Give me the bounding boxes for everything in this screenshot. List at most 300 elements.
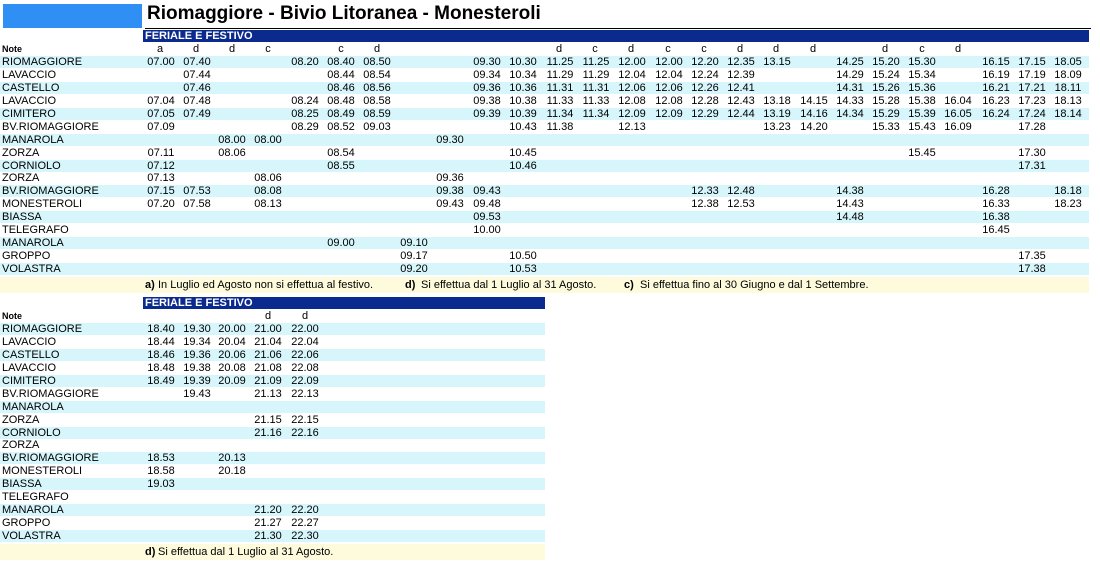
departure-time: 12.38 (691, 198, 719, 211)
section-header: FERIALE E FESTIVO (143, 297, 545, 309)
departure-time: 18.48 (147, 361, 175, 374)
departure-time: 12.28 (691, 94, 719, 107)
departure-time: 09.34 (473, 68, 501, 81)
footnote-text: In Luglio ed Agosto non si effettua al festivo. (158, 279, 374, 292)
notes-label: Note (2, 310, 22, 321)
stop-name: BV.RIOMAGGIORE (2, 452, 99, 465)
departure-time: 09.03 (363, 120, 391, 133)
departure-time: 07.46 (183, 81, 211, 94)
stop-row (0, 465, 545, 477)
departure-time: 14.48 (836, 211, 864, 224)
stop-row (0, 349, 545, 361)
stop-row (0, 211, 1089, 223)
stop-name: ZORZA (2, 413, 40, 426)
departure-time: 16.23 (982, 94, 1010, 107)
departure-time: 10.36 (509, 81, 537, 94)
departure-time: 09.30 (473, 55, 501, 68)
stop-row (0, 517, 545, 529)
departure-time: 20.06 (218, 348, 246, 361)
departure-time: 18.23 (1054, 198, 1082, 211)
departure-time: 22.09 (291, 374, 319, 387)
departure-time: 08.25 (291, 107, 319, 120)
note-code: d (627, 42, 635, 55)
departure-time: 07.44 (183, 68, 211, 81)
stop-row (0, 108, 1089, 120)
departure-time: 16.19 (982, 68, 1010, 81)
departure-time: 16.28 (982, 185, 1010, 198)
stop-row (0, 185, 1089, 197)
stop-name: BV.RIOMAGGIORE (2, 387, 99, 400)
departure-time: 10.53 (509, 263, 537, 276)
departure-time: 16.45 (982, 224, 1010, 237)
departure-time: 07.13 (147, 172, 175, 185)
departure-time: 09.00 (327, 237, 355, 250)
stop-name: CIMITERO (2, 107, 56, 120)
note-code: c (265, 42, 271, 55)
departure-time: 20.18 (218, 465, 246, 478)
note-code: d (228, 42, 236, 55)
departure-time: 21.06 (254, 348, 282, 361)
departure-time: 08.00 (254, 133, 282, 146)
departure-time: 20.00 (218, 322, 246, 335)
departure-time: 07.04 (147, 94, 175, 107)
departure-time: 12.43 (727, 94, 755, 107)
departure-time: 12.29 (691, 107, 719, 120)
departure-time: 07.40 (183, 55, 211, 68)
stop-row (0, 147, 1089, 159)
stop-row (0, 427, 545, 439)
page-title: Riomaggiore - Bivio Litoranea - Monesteroli (147, 3, 541, 24)
departure-time: 12.04 (655, 68, 683, 81)
footnote-key: a) (145, 279, 155, 292)
departure-time: 21.30 (254, 530, 282, 543)
departure-time: 08.44 (327, 68, 355, 81)
departure-time: 17.21 (1018, 81, 1046, 94)
departure-time: 08.58 (363, 94, 391, 107)
departure-time: 10.50 (509, 250, 537, 263)
departure-time: 18.53 (147, 452, 175, 465)
title-underline (145, 28, 1091, 29)
departure-time: 18.58 (147, 465, 175, 478)
footnote-key: c) (624, 279, 634, 292)
departure-time: 09.38 (473, 94, 501, 107)
departure-time: 09.43 (436, 198, 464, 211)
stop-name: ZORZA (2, 146, 40, 159)
stop-name: TELEGRAFO (2, 491, 69, 504)
departure-time: 15.43 (908, 120, 936, 133)
departure-time: 12.39 (727, 68, 755, 81)
departure-time: 19.43 (183, 387, 211, 400)
departure-time: 21.15 (254, 413, 282, 426)
departure-time: 18.11 (1054, 81, 1082, 94)
departure-time: 22.08 (291, 361, 319, 374)
departure-time: 08.48 (327, 94, 355, 107)
departure-time: 14.38 (836, 185, 864, 198)
stop-row (0, 237, 1089, 249)
departure-time: 11.33 (582, 94, 610, 107)
stop-row (0, 95, 1089, 107)
departure-time: 18.09 (1054, 68, 1082, 81)
departure-time: 14.33 (836, 94, 864, 107)
note-code: c (665, 42, 671, 55)
departure-time: 10.38 (509, 94, 537, 107)
departure-time: 07.58 (183, 198, 211, 211)
departure-time: 21.08 (254, 361, 282, 374)
note-code: d (772, 42, 780, 55)
departure-time: 08.52 (327, 120, 355, 133)
stop-row (0, 336, 545, 348)
stop-name: MANAROLA (2, 237, 64, 250)
departure-time: 09.48 (473, 198, 501, 211)
note-code: d (809, 42, 817, 55)
departure-time: 18.18 (1054, 185, 1082, 198)
departure-time: 16.05 (944, 107, 972, 120)
stop-row (0, 452, 545, 464)
departure-time: 12.06 (655, 81, 683, 94)
stop-name: CORNIOLO (2, 426, 61, 439)
departure-time: 08.06 (218, 146, 246, 159)
stop-row (0, 439, 545, 451)
stop-name: VOLASTRA (2, 263, 61, 276)
notes-row (0, 310, 545, 322)
departure-time: 11.34 (546, 107, 574, 120)
departure-time: 17.19 (1018, 68, 1046, 81)
departure-time: 14.31 (836, 81, 864, 94)
stop-name: RIOMAGGIORE (2, 55, 83, 68)
departure-time: 14.16 (800, 107, 828, 120)
departure-time: 22.16 (291, 426, 319, 439)
stop-name: BIASSA (2, 478, 42, 491)
departure-time: 18.14 (1054, 107, 1082, 120)
departure-time: 12.08 (618, 94, 646, 107)
departure-time: 08.49 (327, 107, 355, 120)
stop-row (0, 491, 545, 503)
stop-name: CORNIOLO (2, 159, 61, 172)
stop-name: MONESTEROLI (2, 465, 83, 478)
departure-time: 20.13 (218, 452, 246, 465)
departure-time: 12.24 (691, 68, 719, 81)
note-code: c (701, 42, 707, 55)
stop-name: RIOMAGGIORE (2, 322, 83, 335)
note-code: c (338, 42, 344, 55)
notes-row (0, 43, 1089, 55)
departure-time: 11.31 (546, 81, 574, 94)
stop-row (0, 414, 545, 426)
note-code: a (156, 42, 164, 55)
stop-row (0, 56, 1089, 68)
departure-time: 21.04 (254, 335, 282, 348)
departure-time: 09.39 (473, 107, 501, 120)
departure-time: 15.20 (872, 55, 900, 68)
stop-row (0, 323, 545, 335)
departure-time: 11.31 (582, 81, 610, 94)
departure-time: 22.27 (291, 517, 319, 530)
departure-time: 12.06 (618, 81, 646, 94)
departure-time: 14.43 (836, 198, 864, 211)
section-header: FERIALE E FESTIVO (143, 30, 1089, 42)
departure-time: 11.29 (546, 68, 574, 81)
stop-name: BV.RIOMAGGIORE (2, 120, 99, 133)
departure-time: 16.24 (982, 107, 1010, 120)
departure-time: 07.09 (147, 120, 175, 133)
departure-time: 15.45 (908, 146, 936, 159)
departure-time: 22.06 (291, 348, 319, 361)
departure-time: 12.33 (691, 185, 719, 198)
departure-time: 22.00 (291, 322, 319, 335)
departure-time: 22.13 (291, 387, 319, 400)
departure-time: 12.04 (618, 68, 646, 81)
departure-time: 08.54 (327, 146, 355, 159)
departure-time: 15.30 (908, 55, 936, 68)
departure-time: 16.04 (944, 94, 972, 107)
departure-time: 20.09 (218, 374, 246, 387)
stop-row (0, 198, 1089, 210)
departure-time: 19.38 (183, 361, 211, 374)
departure-time: 12.08 (655, 94, 683, 107)
departure-time: 08.54 (363, 68, 391, 81)
departure-time: 12.09 (655, 107, 683, 120)
stop-name: MONESTEROLI (2, 198, 83, 211)
departure-time: 12.26 (691, 81, 719, 94)
departure-time: 08.29 (291, 120, 319, 133)
notes-label: Note (2, 43, 22, 54)
departure-time: 08.20 (291, 55, 319, 68)
stop-row (0, 504, 545, 516)
departure-time: 11.29 (582, 68, 610, 81)
departure-time: 14.25 (836, 55, 864, 68)
departure-time: 12.44 (727, 107, 755, 120)
note-code: c (919, 42, 925, 55)
departure-time: 07.20 (147, 198, 175, 211)
departure-time: 09.53 (473, 211, 501, 224)
departure-time: 10.00 (473, 224, 501, 237)
departure-time: 11.25 (546, 55, 574, 68)
departure-time: 14.34 (836, 107, 864, 120)
stop-row (0, 388, 545, 400)
departure-time: 12.00 (655, 55, 683, 68)
departure-time: 14.29 (836, 68, 864, 81)
departure-time: 14.20 (800, 120, 828, 133)
departure-time: 17.15 (1018, 55, 1046, 68)
departure-time: 09.10 (400, 237, 428, 250)
departure-time: 13.19 (763, 107, 791, 120)
departure-time: 20.04 (218, 335, 246, 348)
stop-name: TELEGRAFO (2, 224, 69, 237)
departure-time: 15.26 (872, 81, 900, 94)
departure-time: 12.20 (691, 55, 719, 68)
stop-name: GROPPO (2, 250, 51, 263)
note-code: d (264, 309, 272, 322)
departure-time: 15.34 (908, 68, 936, 81)
stop-row (0, 160, 1089, 172)
departure-time: 17.30 (1018, 146, 1046, 159)
departure-time: 10.30 (509, 55, 537, 68)
footnote-text: Si effettua dal 1 Luglio al 31 Agosto. (158, 546, 334, 559)
departure-time: 12.48 (727, 185, 755, 198)
departure-time: 13.15 (763, 55, 791, 68)
departure-time: 19.03 (147, 478, 175, 491)
departure-time: 19.39 (183, 374, 211, 387)
stop-name: GROPPO (2, 517, 51, 530)
footnote-text: Si effettua fino al 30 Giugno e dal 1 Settembre. (640, 279, 869, 292)
departure-time: 09.36 (473, 81, 501, 94)
departure-time: 09.38 (436, 185, 464, 198)
footnote-key: d) (145, 546, 156, 559)
stop-row (0, 263, 1089, 275)
departure-time: 13.23 (763, 120, 791, 133)
departure-time: 21.00 (254, 322, 282, 335)
departure-time: 11.25 (582, 55, 610, 68)
departure-time: 17.28 (1018, 120, 1046, 133)
note-code: c (592, 42, 598, 55)
departure-time: 19.34 (183, 335, 211, 348)
departure-time: 12.41 (727, 81, 755, 94)
departure-time: 07.00 (147, 55, 175, 68)
departure-time: 08.59 (363, 107, 391, 120)
departure-time: 17.31 (1018, 159, 1046, 172)
departure-time: 11.34 (582, 107, 610, 120)
departure-time: 08.55 (327, 159, 355, 172)
stop-row (0, 172, 1089, 184)
departure-time: 14.15 (800, 94, 828, 107)
stop-name: ZORZA (2, 172, 40, 185)
stop-name: MANAROLA (2, 133, 64, 146)
departure-time: 08.40 (327, 55, 355, 68)
departure-time: 18.13 (1054, 94, 1082, 107)
stop-name: MANAROLA (2, 400, 64, 413)
departure-time: 08.46 (327, 81, 355, 94)
departure-time: 15.24 (872, 68, 900, 81)
departure-time: 07.11 (147, 146, 175, 159)
departure-time: 19.36 (183, 348, 211, 361)
stop-row (0, 375, 545, 387)
departure-time: 17.23 (1018, 94, 1046, 107)
departure-time: 21.20 (254, 504, 282, 517)
departure-time: 15.29 (872, 107, 900, 120)
departure-time: 08.24 (291, 94, 319, 107)
departure-time: 08.00 (218, 133, 246, 146)
departure-time: 16.33 (982, 198, 1010, 211)
stop-name: BIASSA (2, 211, 42, 224)
footnote-text: Si effettua dal 1 Luglio al 31 Agosto. (421, 279, 597, 292)
departure-time: 18.49 (147, 374, 175, 387)
departure-time: 08.06 (254, 172, 282, 185)
stop-row (0, 224, 1089, 236)
stop-row (0, 69, 1089, 81)
note-code: d (736, 42, 744, 55)
departure-time: 16.15 (982, 55, 1010, 68)
departure-time: 22.30 (291, 530, 319, 543)
departure-time: 07.12 (147, 159, 175, 172)
departure-time: 15.28 (872, 94, 900, 107)
footnotes (0, 544, 545, 560)
note-code: d (301, 309, 309, 322)
departure-time: 09.36 (436, 172, 464, 185)
stop-name: CASTELLO (2, 81, 60, 94)
departure-time: 15.36 (908, 81, 936, 94)
departure-time: 08.50 (363, 55, 391, 68)
departure-time: 15.39 (908, 107, 936, 120)
departure-time: 15.33 (872, 120, 900, 133)
stop-name: LAVACCIO (2, 68, 56, 81)
departure-time: 16.38 (982, 211, 1010, 224)
departure-time: 19.30 (183, 322, 211, 335)
stop-row (0, 478, 545, 490)
departure-time: 10.34 (509, 68, 537, 81)
departure-time: 18.40 (147, 322, 175, 335)
departure-time: 22.04 (291, 335, 319, 348)
note-code: d (555, 42, 563, 55)
note-code: d (192, 42, 200, 55)
stop-row (0, 250, 1089, 262)
departure-time: 16.21 (982, 81, 1010, 94)
departure-time: 22.20 (291, 504, 319, 517)
stop-row (0, 362, 545, 374)
departure-time: 09.17 (400, 250, 428, 263)
departure-time: 10.45 (509, 146, 537, 159)
departure-time: 20.08 (218, 361, 246, 374)
departure-time: 07.05 (147, 107, 175, 120)
departure-time: 13.18 (763, 94, 791, 107)
departure-time: 21.09 (254, 374, 282, 387)
stop-row (0, 530, 545, 542)
departure-time: 17.35 (1018, 250, 1046, 263)
stop-name: VOLASTRA (2, 530, 61, 543)
departure-time: 10.43 (509, 120, 537, 133)
departure-time: 12.53 (727, 198, 755, 211)
departure-time: 07.49 (183, 107, 211, 120)
departure-time: 12.35 (727, 55, 755, 68)
departure-time: 16.09 (944, 120, 972, 133)
departure-time: 22.15 (291, 413, 319, 426)
stop-name: CIMITERO (2, 374, 56, 387)
stop-row (0, 401, 545, 413)
stop-name: BV.RIOMAGGIORE (2, 185, 99, 198)
note-code: d (373, 42, 381, 55)
stop-name: CASTELLO (2, 348, 60, 361)
departure-time: 21.13 (254, 387, 282, 400)
departure-time: 11.38 (546, 120, 574, 133)
departure-time: 11.33 (546, 94, 574, 107)
departure-time: 07.53 (183, 185, 211, 198)
footnote-key: d) (405, 279, 416, 292)
stop-name: MANAROLA (2, 504, 64, 517)
departure-time: 07.48 (183, 94, 211, 107)
departure-time: 15.38 (908, 94, 936, 107)
stop-name: LAVACCIO (2, 361, 56, 374)
departure-time: 09.20 (400, 263, 428, 276)
note-code: d (881, 42, 889, 55)
departure-time: 17.24 (1018, 107, 1046, 120)
note-code: d (954, 42, 962, 55)
departure-time: 08.56 (363, 81, 391, 94)
departure-time: 08.13 (254, 198, 282, 211)
departure-time: 09.30 (436, 133, 464, 146)
stop-name: LAVACCIO (2, 335, 56, 348)
departure-time: 17.38 (1018, 263, 1046, 276)
departure-time: 12.13 (618, 120, 646, 133)
stop-row (0, 82, 1089, 94)
departure-time: 08.08 (254, 185, 282, 198)
departure-time: 07.15 (147, 185, 175, 198)
departure-time: 18.05 (1054, 55, 1082, 68)
departure-time: 12.09 (618, 107, 646, 120)
header-accent-bar (3, 4, 142, 28)
departure-time: 10.46 (509, 159, 537, 172)
departure-time: 21.16 (254, 426, 282, 439)
departure-time: 18.44 (147, 335, 175, 348)
departure-time: 21.27 (254, 517, 282, 530)
